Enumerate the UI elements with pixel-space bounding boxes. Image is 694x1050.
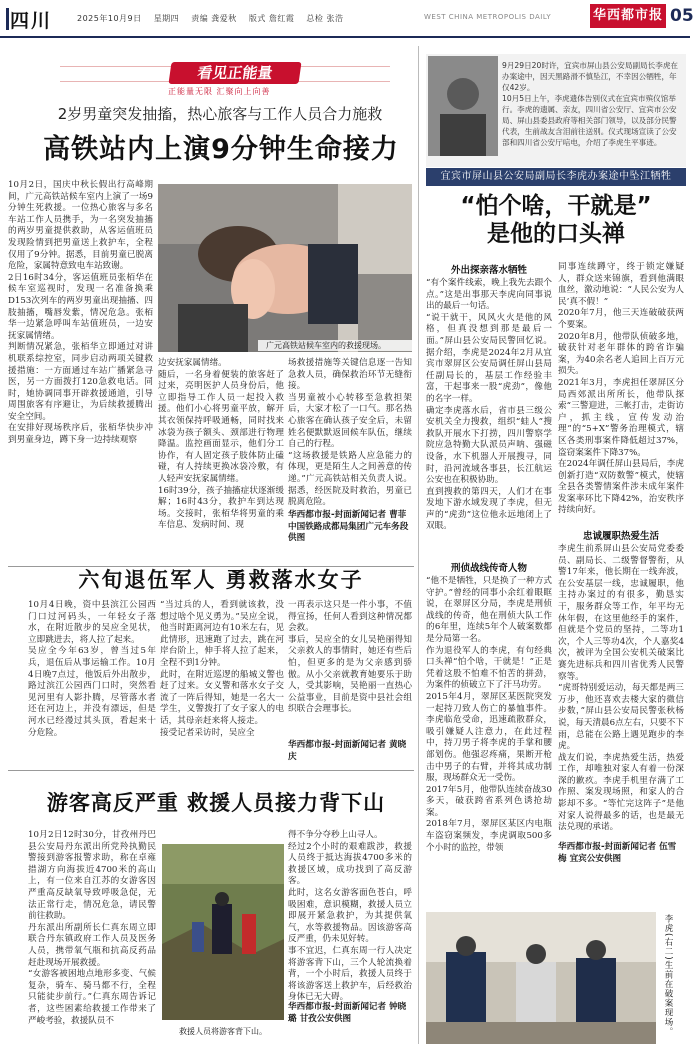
- story1-photo: [158, 184, 412, 352]
- banner-slogan: 正能量无限 汇聚向上向善: [168, 87, 271, 96]
- issue-editor: 责编 龚爱秋: [191, 14, 237, 23]
- issue-proof: 总检 张浩: [306, 14, 344, 23]
- issue-date: 2025年10月9日: [77, 14, 142, 23]
- story4-subhead3: 忠诚履职热爱生活: [582, 531, 659, 542]
- story4-subhead1: 外出探亲落水牺牲: [450, 265, 527, 276]
- issue-info: [77, 13, 352, 24]
- paper-english-name: WEST CHINA METROPOLIS DAILY: [424, 13, 552, 21]
- story2-headline: 六旬退伍军人 勇救落水女子: [78, 568, 364, 592]
- issue-weekday: 星期四: [153, 14, 180, 23]
- story4-headline-line1: “怕个啥，干就是”: [460, 193, 652, 219]
- story4-body-col2: 同事连续蹲守，终于锁定嫌疑人，群众送来锦旗，看到他满眼血丝，激动地说：“人民公安为人民’真不假！” 2020年7月，他三天连破破获两个要案。 2020年8月，他带队侦破多地，破获针对老年群体的跨省诈骗案，为40余名老人追回上百万元损失。 2021年3月，李虎担任翠屏区分局西郊派出所所长，他带队探索“三警迎进，三帐打击，走街访户，抓主线，宣传发动治理”的“5+X”警务治理模式，辖区各类刑事案件降低超过37%，盗窃案案件下降37%。 在2024年调任屏山县局后，李虎创新打造“双防数警”模式，使辖全县各类警情案件涉未成年案件发案率环比下降42%，治安秩序持续向好。: [558, 262, 684, 516]
- page-header: [0, 0, 694, 38]
- story4-intro-text: 9月29日20时许，宜宾市屏山县公安局副局长李虎在办案途中，因天黑路滑不慎坠江，不幸因公牺牲，年仅42岁。 10月5日上午，李虎遗体告别仪式在宜宾市殡仪馆举行。李虎的遗属、亲友，四川省公安厅、宜宾市公安局、屏山县委县政府等相关部门领导，以及部分民警代表，生前战友含泪前往送别。仪式现场宣读了公安部和四川省公安厅唁电，介绍了李虎生平事迹。: [502, 61, 679, 147]
- story4-photo: [426, 912, 656, 1044]
- story3-body-col2: 得不争分夺秒上山寻人。 经过2个小时的艰难跋涉，救援人员终于抵达海拔4700多米的救援区域，成功找到了高反游客。 此时，这名女游客面色苍白，呼吸困难，意识模糊，救援人员立即展开紧急救护，为其提供氧气，水等救援物品。因该游客高反严重，仍未见好转。 事不宜迟，仁真东周一行人决定将游客背下山，三个人轮流换着背，一个小时后，救援人员终于将该游客送上救护车，后经救治身体已无大碍。: [288, 830, 412, 1003]
- story4-body-col1: “有个案件线索，晚上我先去跟个点。”这是出事那天李虎向同事说出的最后一句话。 “说干就干，风风火火是他的风格，但真没想到那是最后一面。”屏山县公安局民警回忆说。据介绍，李虎是2024年2月从宜宾市翠屏区公安局调任屏山县局任副局长的，基层工作经验丰富，干起事来一股“虎劲”，像他的名字一样。 确定李虎落水后，省市县三级公安机关全力搜救，组织“蛙人”搜救队开展水下打捞，四川警察学院应急特勤大队派员声呐、强磁设备，水下机器人开展搜寻，同时，沿河流域各事县，长江航运公安也在积极协助。 直到搜救的第四天，人们才在事发地下游水域发现了李虎，但无声的“虎劲”这位他永远地闭上了双眼。: [426, 278, 552, 532]
- story1-photo-caption: 广元高铁站候车室内的救援现场。: [258, 340, 412, 351]
- divider: [8, 770, 414, 771]
- rescue-photo-illustration: [158, 184, 412, 352]
- story4-subkicker: 宜宾市屏山县公安局副局长李虎办案途中坠江牺牲: [426, 168, 686, 186]
- story3-headline: 游客高反严重 救援人员接力背下山: [46, 791, 386, 815]
- case-scene-illustration: [426, 912, 656, 1044]
- page-number: 05: [670, 6, 694, 26]
- story4-subhead2: 刑侦战线传奇人物: [450, 563, 527, 574]
- story1-headline: 高铁站内上演9分钟生命接力: [43, 134, 399, 165]
- portrait-illustration: [428, 56, 498, 156]
- story4-headline-line2: 是他的口头禅: [487, 221, 625, 247]
- story1-body-col1: 10月2日，国庆中秋长假出行高峰期间，广元高铁站候车室内上演了一场9分钟生死救援。一位热心旅客与多名车站工作人员携手，为一名突发抽搐的两岁男童提供救助，从客运值班员发现险情到把男童送上救护车，全程仅用了9分钟。据悉，目前男童已脱离危险，家属特意致电车站致谢。 2日16时34分，客运值班员张栢华在候车室巡视时，发现一名准备换乘D153次列车的两岁男童出现抽搐、四肢抽搐，嘴唇发紫，情况危急。张栢华一边紧急呼叫车站值班员，一边安抚家属情绪。 判断情况紧急，张栢华立即通过对讲机联系综控室，同步启动两项关键救援措施：一方面通过车站广播紧急寻医，另一方面拨打120急救电话。同时，她协调同事开辟救援通道，引导周围旅客有序避让，为后续救援腾出安全空间。 在安排好现场秩序后，张栢华快步冲到男童身边，蹲下身一边持续观察: [8, 180, 153, 446]
- story4-byline: 华西都市报-封面新闻记者 伍雪梅 宜宾公安供图: [558, 842, 677, 864]
- story3-body-col1: 10月2日12时30分，甘孜州丹巴县公安局丹东派出所党羚执勤民警接到游客报警求助，称在卓雍措湖方向海拔近4700米的高山上，有一位来自江苏的女游客因严重高反缺氧导致呼吸急促，无法正常行走，情况危急，请民警前往救助。 丹东派出所副所长仁真东周立即联合丹东镇政府工作人员及医务人员，携带氧气瓶和抗高反药品赶赴现场开展救援。 “女游客被困地点地形多变、气候复杂，骑车、骑马都不行，全程只能徒步前行。”仁真东周告诉记者，这些困素给救援工作带来了严峻考验，救援队员不: [28, 830, 156, 1026]
- story3-photo-caption: 救援人员将游客背下山。: [179, 1027, 267, 1036]
- story2-byline: 华西都市报-封面新闻记者 黄晓庆: [288, 740, 407, 762]
- column-divider: [418, 46, 419, 1044]
- story2-body-col3: 一再表示这只是一件小事，不值得宣扬，任何人看到这种情况都会救。 事后，吴应全的女儿吴艳丽得知父亲救人的事情时，她还有些后怕，但更多的是为父亲感到骄傲。从小父亲就教育她要乐于助人，受其影响，吴艳丽一直热心公益事业，目前是资中县社会组织联合会理事长。: [288, 600, 412, 715]
- story1-byline: 华西都市报-封面新闻记者 曹菲 中国铁路成都局集团广元车务段供图: [288, 510, 409, 544]
- story4-body-col1b: “他不是牺牲，只是换了一种方式守护。”曾经的同事小余红着眼眶说，在翠屏区分局，李虎是刑侦战线的传奇，他在刑侦大队工作的6年里，连续5年个人破案数都是分局第一名。 作为退役军人的李虎，有句经典口头禅“怕个啥，干就是！”正是凭着这股不怕难不怕苦的拼劲，为案件的侦破立下了汗马功劳。 2015年4月，翠屏区某医院突发一起持刀致人伤亡的暴恤事件。李虎临危受命，迅速疏散群众，吸引嫌疑人注意力，在此过程中，持刀男子将李虎的手掌和腰部划伤。他强忍疼痛，果断开枪击中男子的右臂，并将其成功制服，现场群众无一受伤。 2017年5月，他带队连续奋战30多天，破获跨省系列色诱抢劫案。 2018年7月，翠屏区某区内电瓶车盗窃案频发，李虎调取500多个小时的监控，带领: [426, 576, 552, 853]
- story2-body-col1: 10月4日晚，资中县滨江公园西门口过河码头，一年轻女子落水，在附近散步的吴应全见状，立即跳进去，将人拉了起来。 吴应全今年63岁，曾当过5年兵，退伍后从事运输工作。10月4日晚7点过，他饭后外出散步，路过滨江公园西门口时，突然看见河里有人影扑腾，尽管落水者还在河边上，并没有漂远，但是河水已经漫过其头顶，看起来十分危险。: [28, 600, 156, 738]
- banner-title: 看见正能量: [168, 62, 301, 84]
- story1-body-col2: 边安抚家属情绪。 随后，一名身着便装的旅客赶了过来，亮明医护人员身份后，他立即指导工作人员一起投入救援。他们小心将男童平放，解开其衣领保持呼吸通畅，同时找来冰袋为孩子额头、颈部进行物理降温。监控画面显示，他们分工协作，有人固定孩子肢体防止磕碰，有人持续更换冰袋冷敷，有人轻声安抚家属情绪。 16时39分，孩子抽搐症状逐渐缓解；16时43分，救护车到达现场。交接时，张栢华将男童的乘车信息、发病时间、现: [158, 358, 284, 531]
- section-bar: [6, 8, 9, 30]
- story1-body-col3: 场救援措施等关键信息逐一告知急救人员，确保救治环节无缝衔接。 当男童被小心转移至急救担架后，大家才松了一口气。那名热心旅客在确认孩子安全后，未留姓名便默默返回候车队伍，继续自己的行程。 “这场救援是铁路人应急能力的体现，更是陌生人之间善意的传递。”广元高铁站相关负责人说。据悉，经医院及时救治，男童已脱离危险。: [288, 358, 412, 508]
- paper-logo: 华西都市报: [590, 4, 666, 28]
- story3-byline: 华西都市报-封面新闻记者 钟晓璐 甘孜公安供图: [288, 1002, 407, 1024]
- story4-photo-caption: 李虎(右二)生前在破案现场。: [663, 914, 673, 1037]
- issue-layout: 版式 詹红霞: [248, 14, 295, 23]
- story4-portrait: [428, 56, 498, 156]
- story3-photo: [162, 844, 284, 1020]
- story1-kicker: 2岁男童突发抽搐，热心旅客与工作人员合力施救: [57, 105, 383, 123]
- story2-body-col2: “当过兵的人，看到就该救，没想过啥个见义勇为。”吴应全说，他当时距离河边有10米左右，见此情形，迅速跑了过去，跳在河岸台阶上，伸手将人拉了起来，全程不到1分钟。 此时，在附近巡逻的船城义警也赶了过来。女义警和落水女子交流了一阵后得知，她是一名大一学生，义警拨打了女子家人的电话，其母亲赶来将人接走。 接受记者采访时，吴应全: [160, 600, 284, 738]
- mountain-rescue-illustration: [162, 844, 284, 1020]
- story4-body-col2b: 李虎生前系屏山县公安局党委委员、副局长、二级警督警衔，从警17年来，他长期在一线奔波，在公安基层一线，忠诚履职，他主持办案过的有很多，勤恳实干，服务群众等工作，年平均无休年假，在这里他经手的案件，但就是个党员的坚持，二等功1次，个人三等功4次，个人嘉奖4次，被评为全国公安机关破案比赛先进标兵和四川省优秀人民警察等。 “虎哥特别爱运动，每天都是两三万步，他还喜欢去楼大家的微信步数，”屏山县公安局民警张秋杨说，每天清晨6点左右，只要不下雨，总能在公路上遇见跑步的李虎。 战友们说，李虎热爱生活，热爱工作，却唯独对家人有着一份深深的歉疚。李虎手机里存满了工作照、案发现场照，和家人的合影却不多。“等忙完这阵子”是他对家人说得最多的话，也是最无法兑现的承诺。: [558, 544, 684, 833]
- section-name: 四川: [10, 10, 53, 32]
- story4-intro-box: [426, 54, 686, 167]
